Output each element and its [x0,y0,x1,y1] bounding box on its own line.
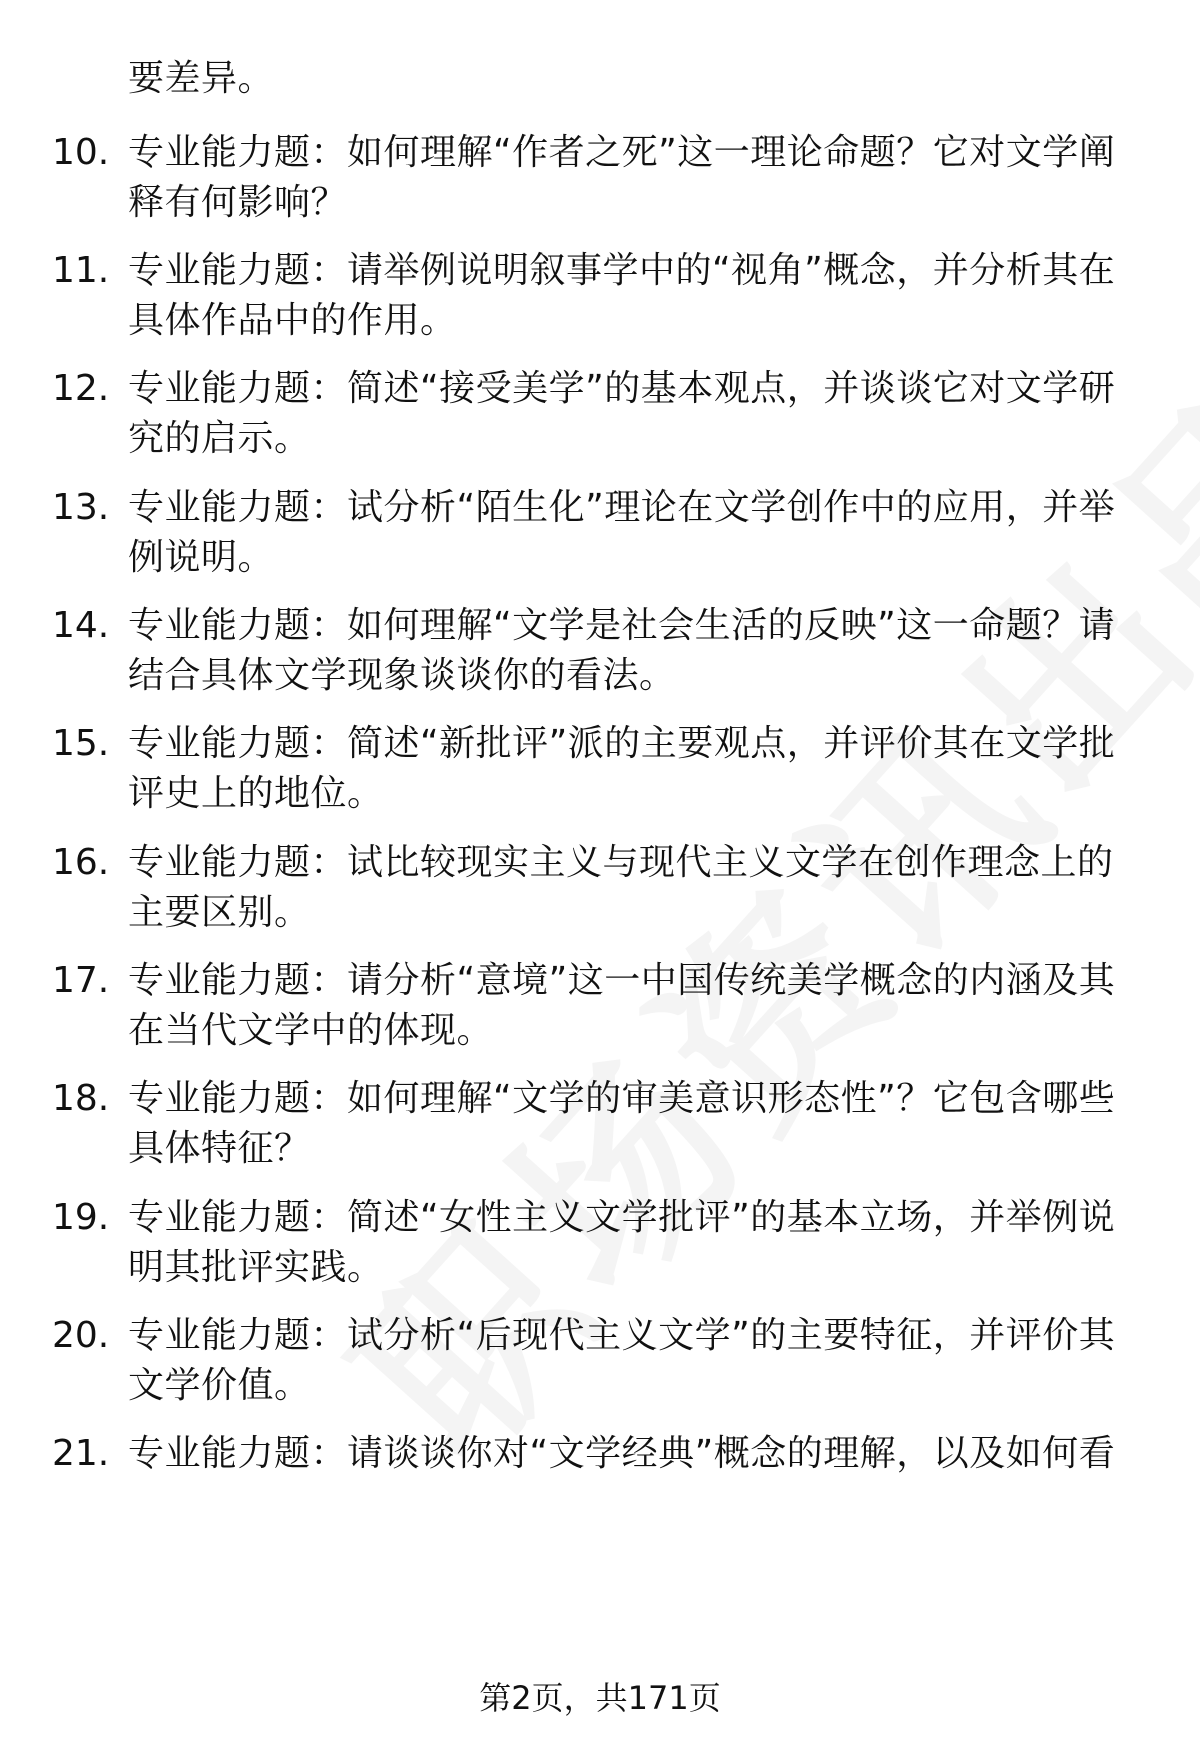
question-number: 18. [52,1078,110,1119]
question-number: 20. [52,1315,110,1356]
question-number: 17. [52,960,110,1001]
question-text: 专业能力题：如何理解“文学是社会生活的反映”这一命题？请结合具体文学现象谈谈你的看法。 [128,605,1116,696]
question-text: 专业能力题：简述“新批评”派的主要观点，并评价其在文学批评史上的地位。 [128,723,1116,814]
question-number: 16. [52,842,110,883]
page-footer: 第2页，共171页 [479,1679,721,1717]
question-number: 21. [52,1433,110,1474]
question-number: 14. [52,605,110,646]
question-text: 专业能力题：如何理解“作者之死”这一理论命题？它对文学阐释有何影响？ [128,132,1116,223]
question-text: 专业能力题：简述“接受美学”的基本观点，并谈谈它对文学研究的启示。 [128,368,1116,459]
question-number: 12. [52,368,110,409]
question-text: 专业能力题：试比较现实主义与现代主义文学在创作理念上的主要区别。 [128,842,1114,933]
continuation-text: 要差异。 [128,58,275,99]
question-text: 专业能力题：请举例说明叙事学中的“视角”概念，并分析其在具体作品中的作用。 [128,250,1116,341]
question-text: 专业能力题：简述“女性主义文学批评”的基本立场，并举例说明其批评实践。 [128,1197,1116,1288]
question-text: 专业能力题：试分析“后现代主义文学”的主要特征，并评价其文学价值。 [128,1315,1116,1406]
question-number: 11. [52,250,110,291]
question-text: 专业能力题：如何理解“文学的审美意识形态性”？它包含哪些具体特征？ [128,1078,1116,1169]
question-number: 10. [52,132,110,173]
question-number: 19. [52,1197,110,1238]
question-text: 专业能力题：请分析“意境”这一中国传统美学概念的内涵及其在当代文学中的体现。 [128,960,1116,1051]
question-number: 15. [52,723,110,764]
question-text: 专业能力题：请谈谈你对“文学经典”概念的理解，以及如何看 [128,1433,1116,1474]
question-text: 专业能力题：试分析“陌生化”理论在文学创作中的应用，并举例说明。 [128,487,1116,578]
question-number: 13. [52,487,110,528]
